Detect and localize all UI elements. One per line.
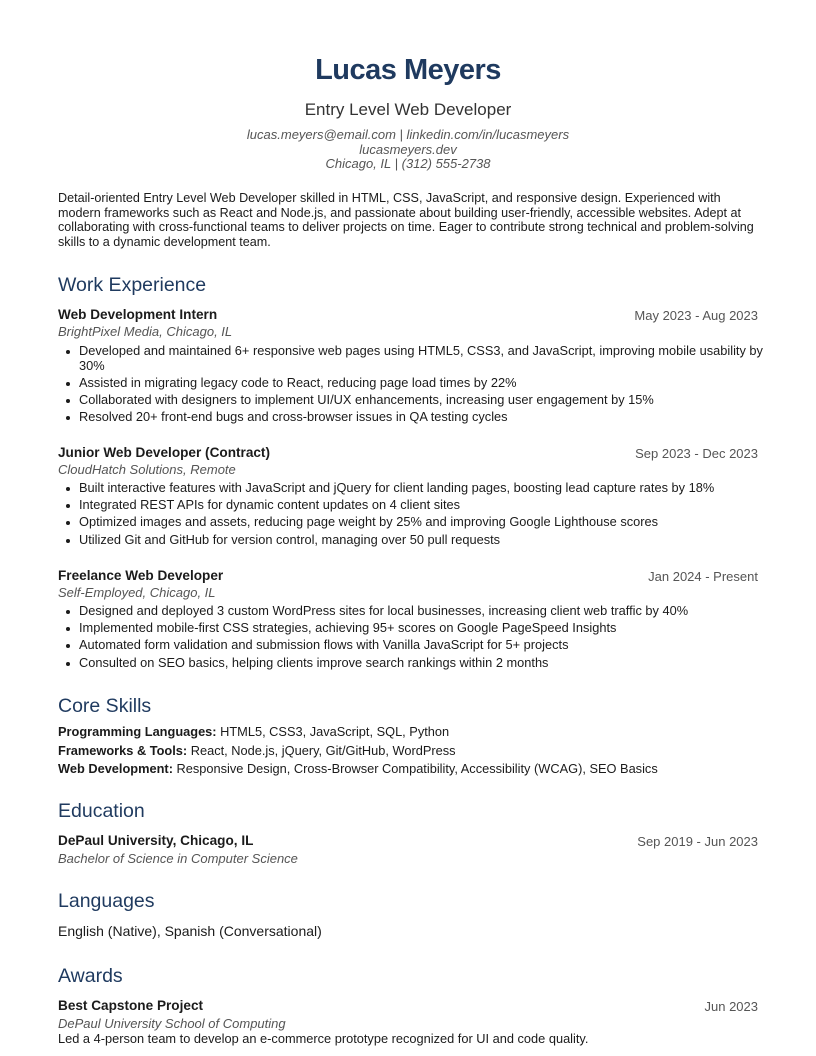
- contact-email-linkedin: lucas.meyers@email.com | linkedin.com/in/lucasmeyers: [246, 127, 570, 142]
- job-bullets-3: [58, 604, 779, 673]
- education-heading: Education: [58, 800, 145, 822]
- candidate-name: Lucas Meyers: [315, 54, 501, 86]
- professional-summary: Detail-oriented Entry Level Web Developer skilled in HTML, CSS, JavaScript, and responsive design. Experienced with modern frameworks such as React and Node.js, and passionate about building user-friendly, accessible websites. Adept at collaborating with cross-functional teams to deliver projects on time. Eager to contribute strong technical and problem-solving skills to a dynamic development team.: [58, 191, 754, 250]
- list-item: Automated form validation and submission flows with Vanilla JavaScript for 5+ projects: [79, 638, 779, 653]
- contact-location-phone: Chicago, IL | (312) 555-2738: [325, 156, 491, 172]
- work-experience-heading: Work Experience: [58, 274, 207, 296]
- award-date: Jun 2023: [704, 999, 758, 1014]
- job-bullets-2: [58, 481, 779, 550]
- job-bullets-1: [58, 344, 779, 427]
- award-title: Best Capstone Project: [58, 998, 204, 1013]
- list-item: Collaborated with designers to implement UI/UX enhancements, increasing user engagement by 15%: [79, 393, 779, 408]
- skill-programming-languages: Programming Languages: HTML5, CSS3, JavaScript, SQL, Python: [58, 724, 450, 739]
- job-company-2: CloudHatch Solutions, Remote: [58, 462, 236, 477]
- job-dates-3: Jan 2024 - Present: [648, 569, 758, 584]
- list-item: Designed and deployed 3 custom WordPress sites for local businesses, increasing client web traffic by 40%: [79, 604, 779, 619]
- list-item: Consulted on SEO basics, helping clients improve search rankings within 2 months: [79, 656, 779, 671]
- languages-list: English (Native), Spanish (Conversational): [58, 923, 322, 939]
- list-item: Integrated REST APIs for dynamic content updates on 4 client sites: [79, 498, 779, 513]
- job-title-1: Web Development Intern: [58, 307, 218, 322]
- list-item: Optimized images and assets, reducing page weight by 25% and improving Google Lighthouse scores: [79, 515, 779, 530]
- award-description: Led a 4-person team to develop an e-commerce prototype recognized for UI and code quality.: [58, 1031, 589, 1046]
- skill-web-development: Web Development: Responsive Design, Cross-Browser Compatibility, Accessibility (WCAG), SEO Basics: [58, 761, 658, 776]
- job-dates-1: May 2023 - Aug 2023: [634, 308, 758, 323]
- award-organization: DePaul University School of Computing: [58, 1016, 286, 1031]
- education-degree: Bachelor of Science in Computer Science: [58, 851, 298, 866]
- job-dates-2: Sep 2023 - Dec 2023: [635, 446, 758, 461]
- job-company-3: Self-Employed, Chicago, IL: [58, 585, 216, 600]
- list-item: Assisted in migrating legacy code to React, reducing page load times by 22%: [79, 376, 779, 391]
- job-title-2: Junior Web Developer (Contract): [58, 445, 270, 460]
- education-school: DePaul University, Chicago, IL: [58, 833, 254, 848]
- core-skills-heading: Core Skills: [58, 695, 152, 717]
- contact-website: lucasmeyers.dev: [359, 141, 457, 157]
- job-title-3: Freelance Web Developer: [58, 568, 224, 583]
- list-item: Implemented mobile-first CSS strategies, achieving 95+ scores on Google PageSpeed Insights: [79, 621, 779, 636]
- languages-heading: Languages: [58, 890, 155, 912]
- list-item: Built interactive features with JavaScript and jQuery for client landing pages, boosting lead capture rates by 18%: [79, 481, 779, 496]
- awards-heading: Awards: [58, 965, 123, 987]
- skill-frameworks-tools: Frameworks & Tools: React, Node.js, jQuery, Git/GitHub, WordPress: [58, 743, 456, 758]
- education-dates: Sep 2019 - Jun 2023: [637, 834, 758, 849]
- list-item: Developed and maintained 6+ responsive web pages using HTML5, CSS3, and JavaScript, improving mobile usability by 30%: [79, 344, 779, 373]
- list-item: Utilized Git and GitHub for version control, managing over 50 pull requests: [79, 533, 779, 548]
- job-company-1: BrightPixel Media, Chicago, IL: [58, 324, 233, 339]
- job-title: Entry Level Web Developer: [304, 100, 512, 119]
- contact-info: [58, 128, 758, 172]
- list-item: Resolved 20+ front-end bugs and cross-browser issues in QA testing cycles: [79, 410, 779, 425]
